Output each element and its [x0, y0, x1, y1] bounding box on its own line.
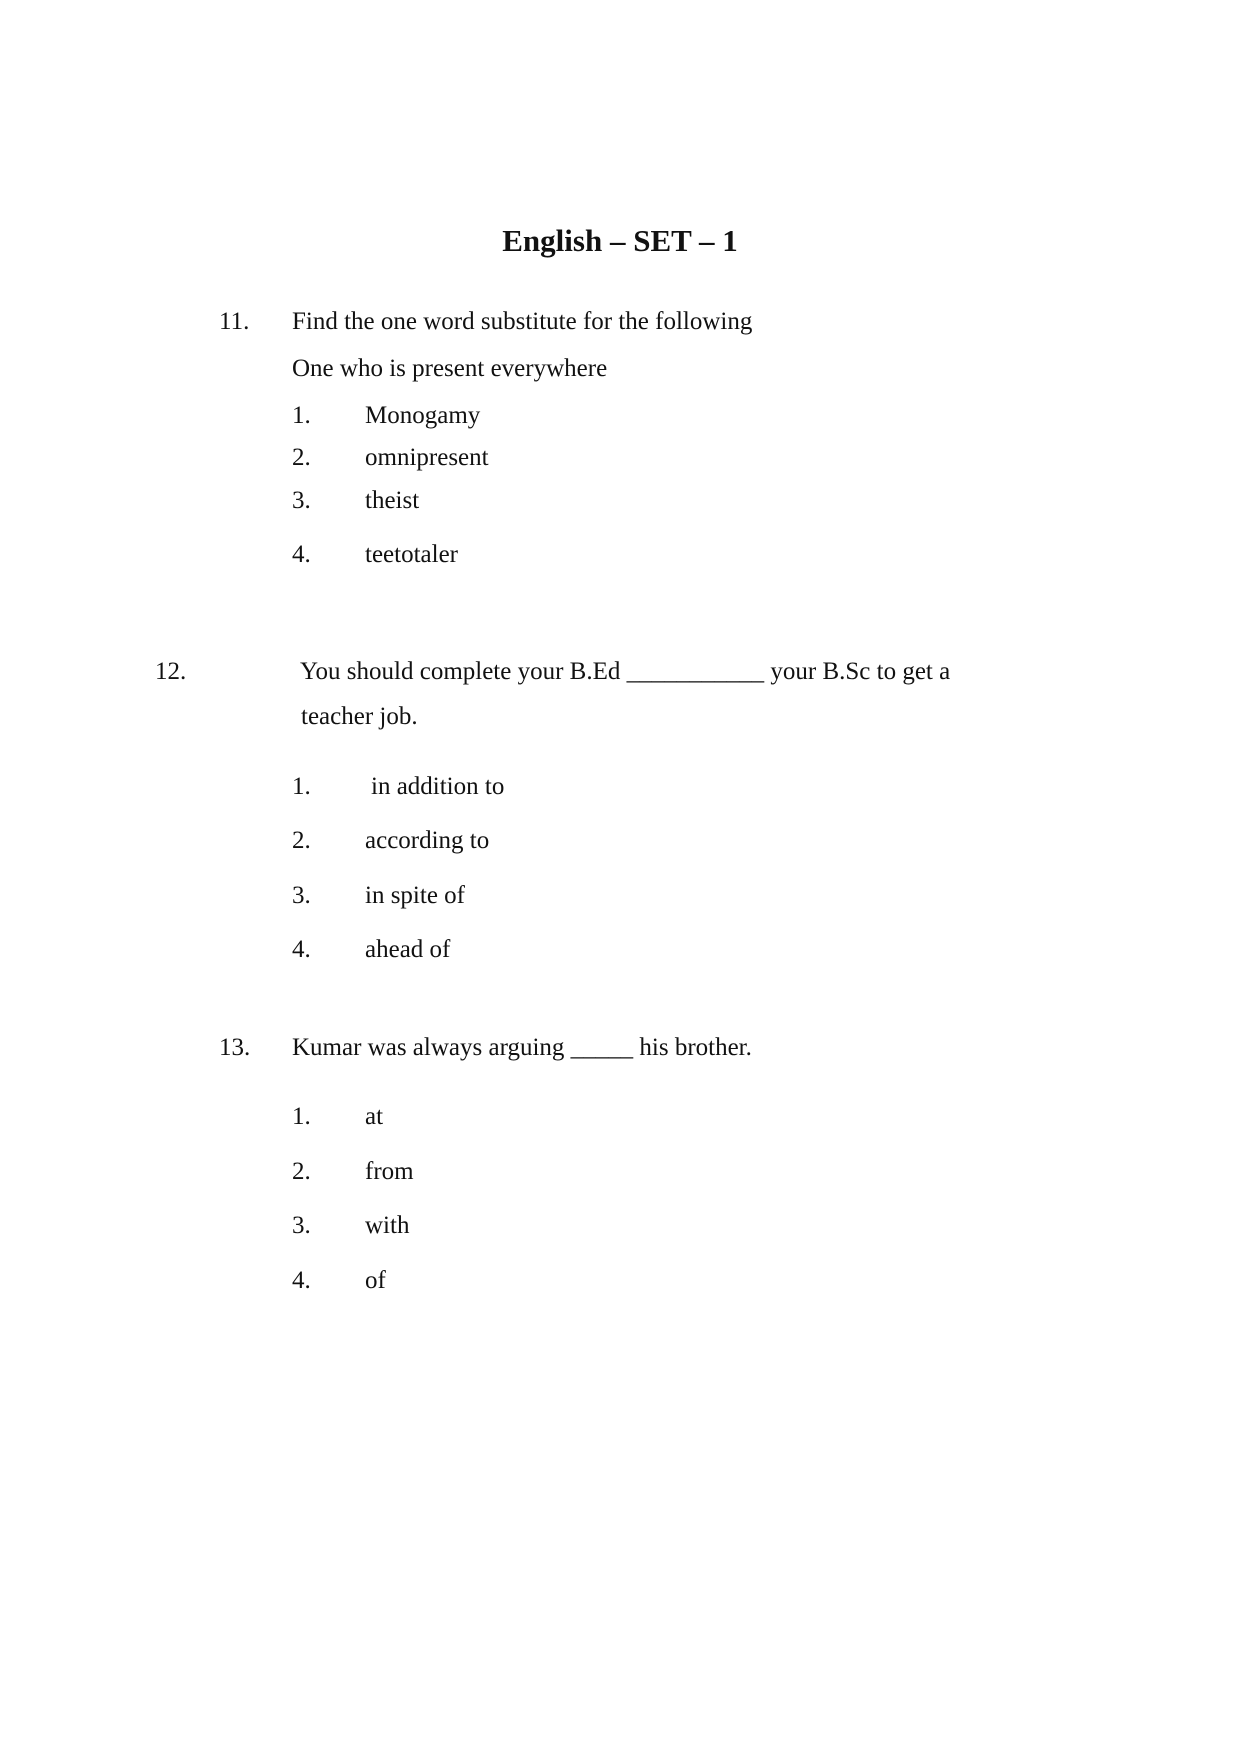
option-text: in addition to: [371, 773, 505, 800]
option-number: 4.: [292, 541, 311, 568]
option-number: 3.: [292, 1212, 311, 1239]
option-number: 1.: [292, 1103, 311, 1130]
question-number: 12.: [155, 658, 187, 685]
option-number: 1.: [292, 773, 311, 800]
question-number: 13.: [219, 1034, 251, 1061]
page-title: English – SET – 1: [502, 223, 738, 258]
option-number: 3.: [292, 882, 311, 909]
option-text: in spite of: [365, 882, 465, 909]
option-text: from: [365, 1158, 414, 1185]
option-text: theist: [365, 487, 420, 514]
option-number: 2.: [292, 1158, 311, 1185]
question-text-line-2: One who is present everywhere: [292, 355, 608, 382]
question-text: You should complete your B.Ed ___________ your B.Sc to get a: [300, 658, 951, 685]
option-number: 3.: [292, 487, 311, 514]
option-text: at: [365, 1103, 384, 1130]
option-number: 4.: [292, 936, 311, 963]
option-text: omnipresent: [365, 444, 489, 471]
question-text: Find the one word substitute for the following: [292, 308, 753, 335]
question-text: Kumar was always arguing _____ his brother.: [292, 1034, 752, 1061]
option-number: 4.: [292, 1267, 311, 1294]
question-text-line-2: teacher job.: [301, 703, 418, 730]
option-text: of: [365, 1267, 386, 1294]
option-text: Monogamy: [365, 402, 481, 429]
option-text: with: [365, 1212, 410, 1239]
option-number: 1.: [292, 402, 311, 429]
option-text: ahead of: [365, 936, 451, 963]
option-text: teetotaler: [365, 541, 458, 568]
option-number: 2.: [292, 827, 311, 854]
option-number: 2.: [292, 444, 311, 471]
option-text: according to: [365, 827, 490, 854]
question-number: 11.: [219, 308, 250, 335]
